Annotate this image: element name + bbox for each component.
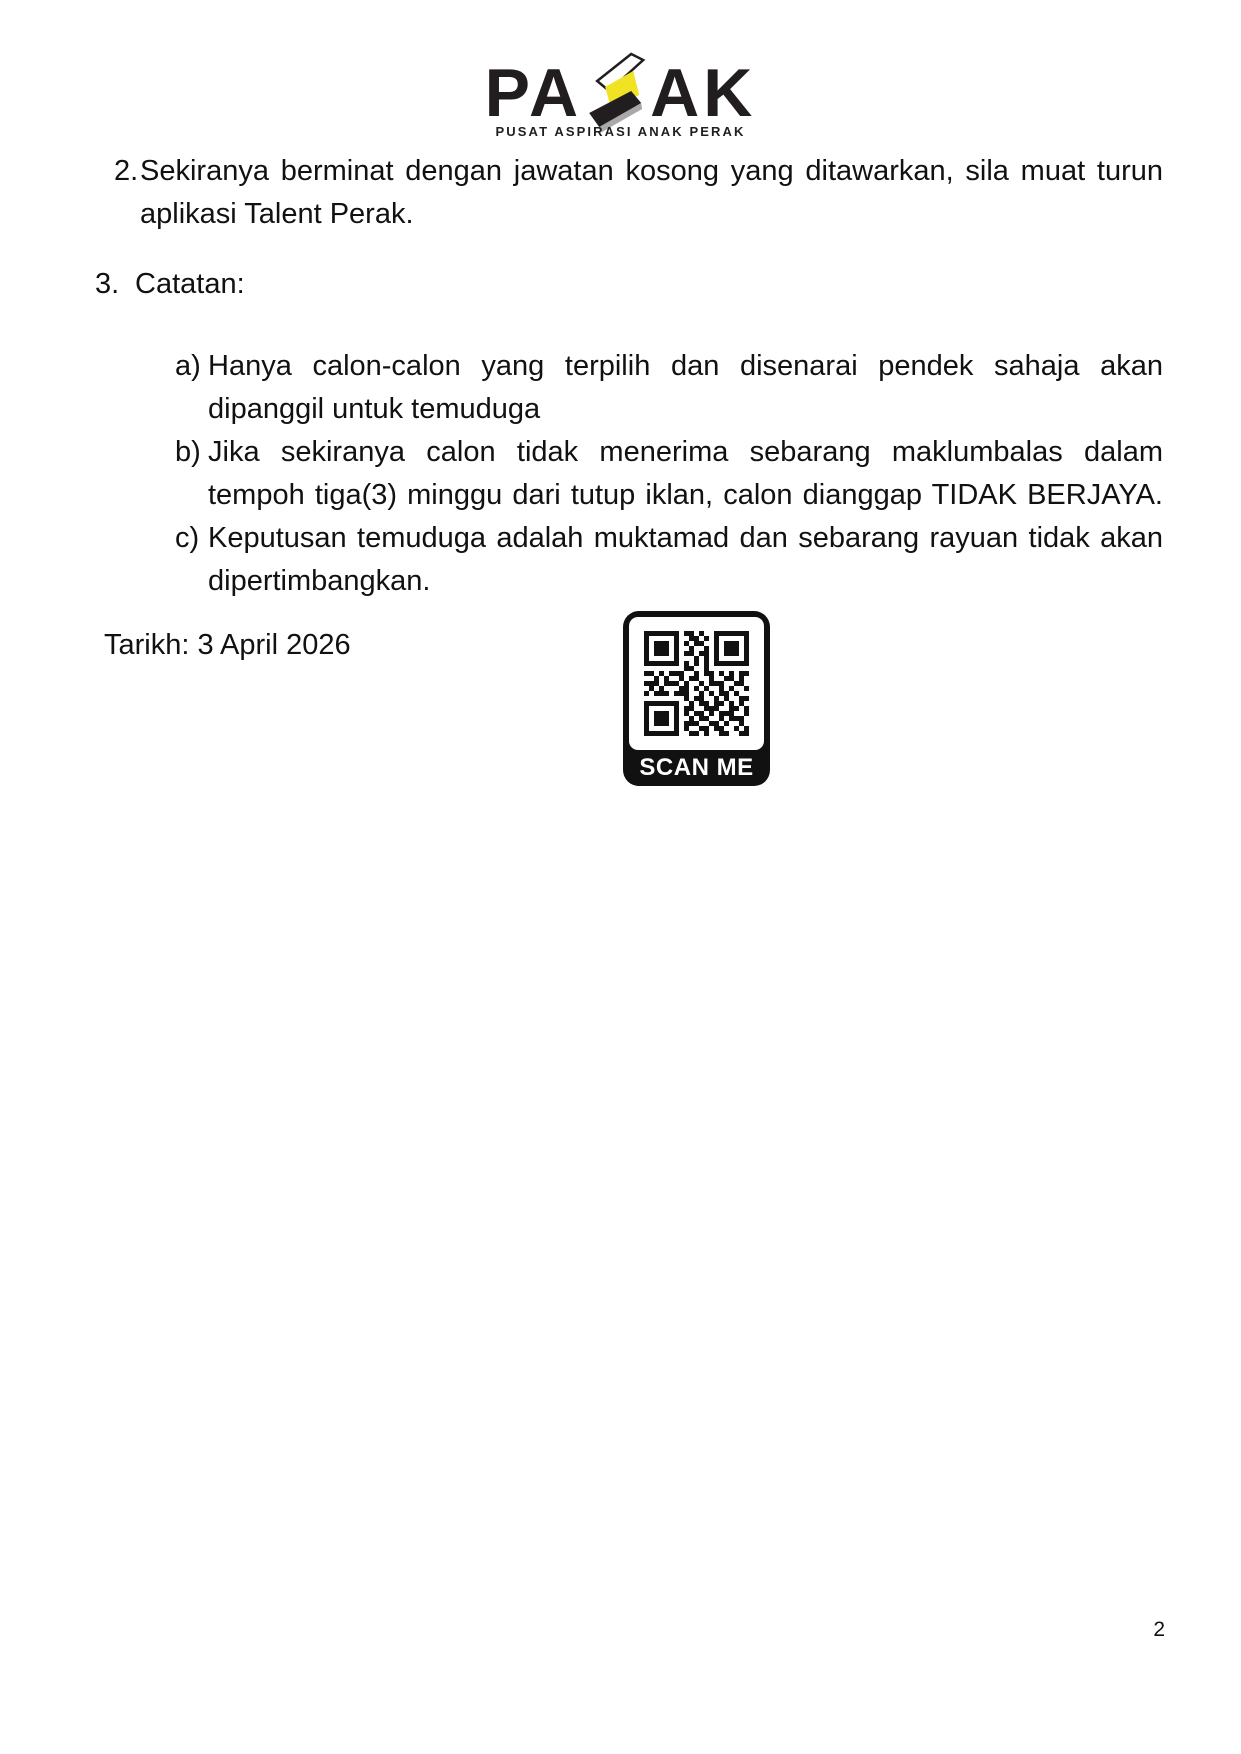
sub-item-a-line-2: dipanggil untuk temuduga — [208, 393, 541, 425]
sub-item-b — [175, 431, 1163, 517]
logo-text-left: PA — [484, 55, 583, 131]
logo-s-icon — [585, 51, 647, 135]
item-3-line-1: Catatan: — [135, 268, 245, 300]
sub-item-c-line-1: Keputusan temuduga adalah muktamad dan sebarang rayuan tidak akan — [208, 522, 1163, 554]
sub-item-c-line-2: dipertimbangkan. — [208, 565, 431, 597]
sub-item-b-marker: b) — [175, 436, 201, 468]
item-2-line-2: aplikasi Talent Perak. — [140, 198, 414, 230]
numbered-item-3 — [95, 263, 1163, 306]
qr-matrix — [644, 631, 749, 736]
item-2-marker: 2. — [114, 155, 139, 187]
pasak-logo — [485, 39, 757, 135]
qr-badge — [623, 611, 770, 786]
logo-text-right: AK — [650, 55, 757, 131]
page-number: 2 — [1153, 1618, 1165, 1641]
date-line: Tarikh: 3 April 2026 — [104, 629, 351, 661]
sub-item-a-line-1: Hanya calon-calon yang terpilih dan disenarai pendek sahaja akan — [208, 350, 1163, 382]
sub-list — [175, 345, 1163, 603]
qr-code — [629, 617, 764, 750]
sub-item-a-marker: a) — [175, 350, 201, 382]
item-2-line-1: Sekiranya berminat dengan jawatan kosong yang ditawarkan, sila muat turun — [140, 155, 1163, 187]
sub-item-a — [175, 345, 1163, 431]
qr-label: SCAN ME — [639, 754, 754, 781]
logo-tagline: PUSAT ASPIRASI ANAK PERAK — [495, 124, 746, 139]
sub-item-c-marker: c) — [175, 522, 200, 554]
sub-item-b-line-1: Jika sekiranya calon tidak menerima sebarang maklumbalas dalam — [208, 436, 1163, 468]
item-3-marker: 3. — [95, 268, 120, 300]
numbered-item-2 — [114, 150, 1163, 236]
sub-item-c — [175, 517, 1163, 603]
sub-item-b-line-2: tempoh tiga(3) minggu dari tutup iklan, calon dianggap TIDAK BERJAYA. — [208, 479, 1163, 511]
